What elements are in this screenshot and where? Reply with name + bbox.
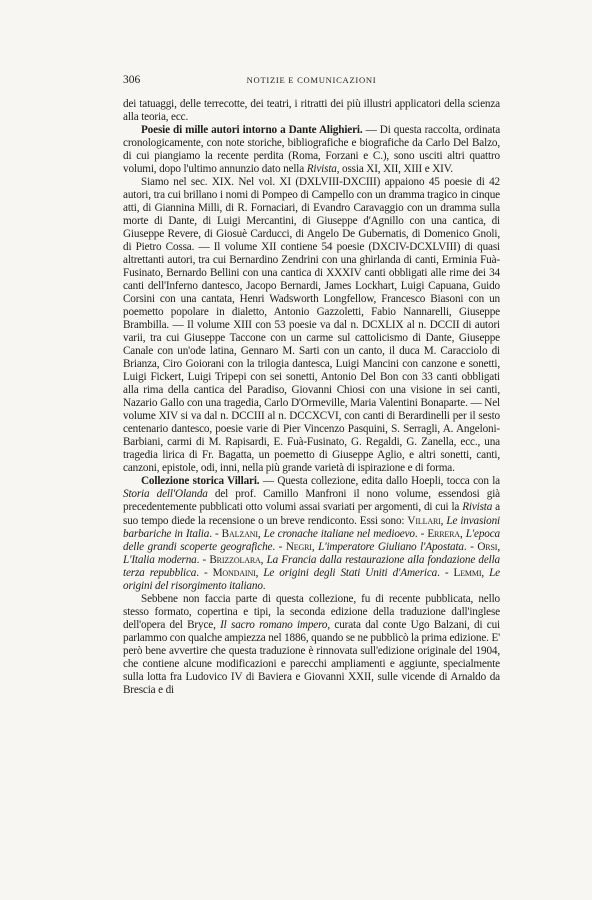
italic-text: L'Italia moderna [123,553,197,566]
paragraph [123,124,500,176]
paragraph [123,98,500,124]
text-run: dei tatuaggi, delle terrecotte, dei teatri, i ritratti dei più illustri applicatori della scienza alla teoria, ecc. [123,98,500,124]
italic-text: Le cronache italiane nel medioevo [263,527,415,540]
smallcaps-text: Negri [285,540,312,553]
text-run: Sebbene non faccia parte di questa collezione, fu di recente pubblicata, nello stesso formato, copertina e tipi, la seconda edizione della traduzione dall'inglese dell'opera del Bryce, [123,592,500,631]
text-run: , [255,566,264,579]
text-run: . - [196,553,210,566]
text-run: , [459,527,466,540]
text-run: . - [414,527,428,540]
text-run: a suo tempo diede la recensione o un breve rendiconto. Essi sono: [123,501,500,527]
text-run: . - [272,540,286,553]
italic-text: L'imperatore Giuliano l'Apostata [318,540,464,553]
smallcaps-text: Errera [427,527,460,540]
smallcaps-text: Mondaini [212,566,256,579]
smallcaps-text: Orsi [477,540,498,553]
italic-text: Le origini del risorgimento italiano [123,566,500,592]
text-run: , ossia XI, XII, XIII e XIV. [336,163,453,176]
text-run: , [497,540,500,553]
text-run: . [262,579,266,592]
italic-text: L'epoca delle grandi scoperte geografiche [123,527,500,553]
text-run: . - [209,527,222,540]
italic-text: Le invasioni barbariche in Italia [123,514,500,540]
text-run: , curata dal conte Ugo Balzani, di cui parlammo con qualche ampiezza nel 1886, quando se ne pubblicò la prima edizione. E' però bene avvertire che questa traduzione è rinnovata sull'edizione originale del 1904, che contiene alcune modificazioni e parecchi ampliamenti e aggiunte, specialmente sulla lotta fra Ludovico IV di Baviera e Giovanni XXII, sulle vicende di Arnaldo da Brescia e di [123,618,500,696]
italic-text: La Francia dalla restaurazione alla fondazione della terza repubblica [123,553,500,579]
page-number: 306 [123,74,141,86]
text-run: Siamo nel sec. XIX. Nel vol. XI (DXLVIII-DXCIII) appaiono 45 poesie di 42 autori, tra cui brillano i nomi di Pompeo di Campello con un dramma tragico in cinque atti, di Giannina Milli, di R. Fornaciari, di Evandro Caravaggio con un dramma sulla morte di Dante, di Luigi Mercantini, di Giuseppe d'Agnillo con una cantica, di Giuseppe Revere, di Giosuè Carducci, di Angelo De Gubernatis, di Domenico Gnoli, di Pietro Cossa. — Il volume XII contiene 54 poesie (DXCIV-DCXLVIII) di quasi altrettanti autori, tra cui Bernardino Zendrini con una ghirlanda di canti, Erminia Fuà-Fusinato, Bernardo Bellini con una cantica di XXXIV canti obbligati alle rime dei 34 canti dell'Inferno dantesco, Jacopo Bernardi, James Lockhart, Luigi Capuana, Guido Corsini con una cantata, Henri Wadsworth Longfellow, Francesco Biasoni con un poemetto popolare in dialetto, Antonio Gazzoletti, Fabio Nannarelli, Giuseppe Brambilla. — Il volume XIII con 53 poesie va dal n. DCXLIX al n. DCCII di autori varii, tra cui Giuseppe Taccone con un carme sul cattolicismo di Dante, Giuseppe Canale con un'ode latina, Gennaro M. Sarti con un canto, il duca M. Caracciolo di Brianza, Ciro Goiorani con la trilogia dantesca, Luigi Mancini con canzone e sonetti, Luigi Fickert, Luigi Tripepi con sei sonetti, Antonio Del Bon con 33 canti obbligati alla rima della cantica del Paradiso, Giovanni Chiosi con una visione in sei canti, Nazario Gallo con una tragedia, Carlo D'Ormeville, Maria Valentini Bonaparte. — Nel volume XIV si va dal n. DCCIII al n. DCCXCVI, con canti di Berardinelli per il sesto centenario dantesco, poesie varie di Pier Vincenzo Pasquini, S. Serragli, A. Angeloni-Barbiani, carmi di M. Rapisardi, E. Fuà-Fusinato, G. Regaldi, G. Zanella, ecc., una tragedia lirica di Fr. Bagatta, un poemetto di Giuseppe Aglio, e altri sonetti, canti, canzoni, epistole, odi, inni, nella più grande varietà di ispirazione e di forma. [123,176,500,475]
text-run: — Di questa raccolta, ordinata cronologicamente, con note storiche, bibliografiche e biografiche da Carlo Del Balzo, di cui piangiamo la recente perdita (Roma, Forzani e C.), sono usciti altri quattro volumi, dopo l'ultimo annunzio dato nella [123,124,501,176]
article-body [123,98,500,697]
smallcaps-text: Balzani [221,527,258,540]
page-header [123,72,500,88]
smallcaps-text: Villari [407,514,441,527]
text-run: del prof. Camillo Manfroni il nono volume, essendosi già precedentemente pubblicati otto volumi assai svariati per argomenti, di cui la [123,488,500,514]
text-run: . - [196,566,213,579]
paragraph [123,176,500,475]
running-head: NOTIZIE E COMUNICAZIONI [246,75,377,85]
bold-text: Poesie di mille autori intorno a Dante Alighieri. [141,124,363,137]
paragraph [123,593,500,697]
text-run: , [260,553,267,566]
paragraph [123,475,500,592]
italic-text: Storia dell'Olanda [123,488,208,501]
text-run: , [440,514,447,527]
text-run: , [311,540,319,553]
italic-text: Le origini degli Stati Uniti d'America [263,566,438,579]
smallcaps-text: Brizzolara [209,553,261,566]
smallcaps-text: Lemmi [453,566,482,579]
italic-text: Il sacro romano impero [220,618,328,631]
text-run: . - [437,566,454,579]
bold-text: Collezione storica Villari. [141,475,260,488]
text-run: , [481,566,490,579]
text-run: — Questa collezione, edita dallo Hoepli, tocca con la [259,475,500,488]
text-run: , [257,527,264,540]
italic-text: Rivista [462,501,493,514]
text-run: . - [463,540,478,553]
italic-text: Rivista [306,163,337,176]
